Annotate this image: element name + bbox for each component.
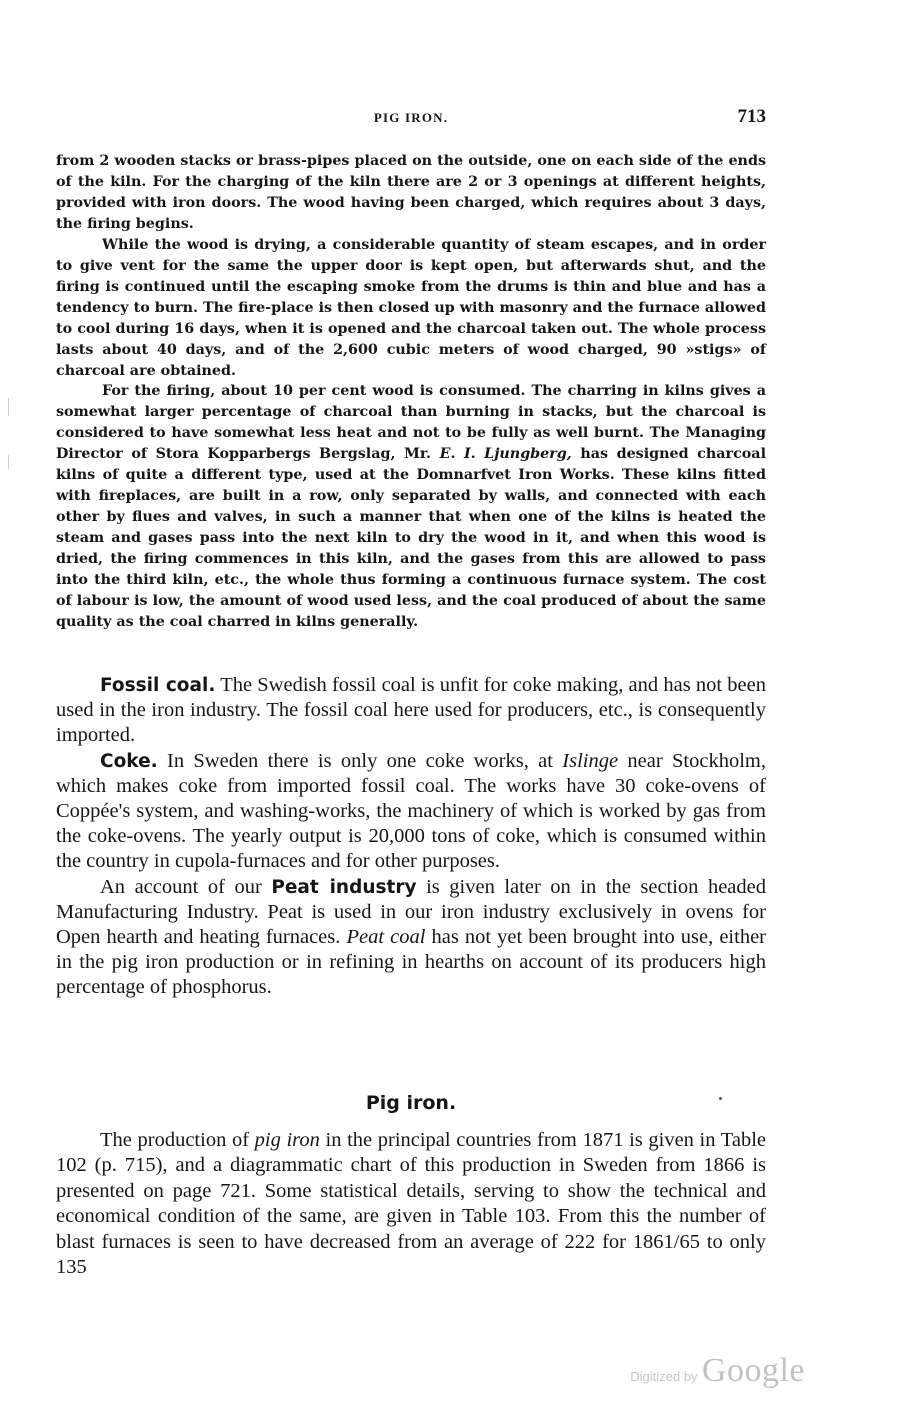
fossil-coal-paragraph (56, 673, 766, 749)
person-name: E. I. Ljungberg, (439, 446, 572, 463)
peat-coal-term: Peat coal (346, 926, 426, 949)
charcoal-kiln-section (56, 151, 766, 633)
text-run: In Sweden there is only one coke works, at (157, 749, 563, 772)
fossil-coal-heading: Fossil coal. (100, 675, 216, 696)
section-heading: Pig iron. (365, 1092, 457, 1114)
text-run: is given later on in the section headed Manufacturing Industry. Peat is used in our iron industry exclusively in ovens for Open hearth and heating furnaces. (56, 875, 767, 949)
text-run: For the firing, about 10 per cent wood is consumed. The charring in kilns gives a somewhat larger percentage of charcoal than burning in stacks, but the charcoal is considered to have somewhat less heat and not to be fully as well burnt. The Managing Director of Stora Kopparbergs Bergslag, Mr. (56, 383, 766, 463)
pig-iron-term: pig iron (254, 1129, 320, 1151)
paragraph: While the wood is drying, a considerable quantity of steam escapes, and in order to give vent for the same the upper door is kept open, but afterwards shut, and the firing is continued until the escaping smoke from the drums is thin and blue and has a tendency to burn. The fire-place is then closed up with masonry and the furnace allowed to cool during 16 days, when it is opened and the charcoal taken out. The whole process lasts about 40 days, and of the 2,600 cubic meters of wood charged, 90 »stigs» of charcoal are obtained. (56, 236, 766, 379)
paragraph (56, 381, 766, 632)
scan-speck (719, 1097, 722, 1100)
scan-margin-mark (8, 455, 9, 469)
watermark-prefix: Digitized by (630, 1369, 698, 1384)
text-run: near Stockholm, which makes coke from imported fossil coal. The works have 30 coke-ovens of Coppée's system, and washing-works, the machinery of which is worked by gas from the coke-ovens. The yearly output is 20,000 tons of coke, which is consumed within the country in cupola-furnaces and for other purposes. (56, 749, 766, 873)
text-run: has not yet been brought into use, either in the pig iron production or in refining in hearths on account of its producers high percentage of phosphorus. (56, 926, 766, 999)
pig-iron-paragraph (56, 1128, 766, 1280)
google-logo: Google (701, 1352, 805, 1389)
text-run: The production of (100, 1129, 255, 1151)
place-name: Islinge (562, 749, 619, 772)
text-run: The Swedish fossil coal is unfit for coke making, and has not been used in the iron industry. The fossil coal here used for producers, etc., is consequently imported. (56, 674, 766, 747)
text-run: An account of our (100, 875, 272, 898)
coke-heading: Coke. (100, 750, 158, 772)
digitized-watermark (630, 1352, 805, 1390)
peat-paragraph (56, 875, 766, 1001)
text-run: in the principal countries from 1871 is given in Table 102 (p. 715), and a diagrammatic chart of this production in Sweden from 1866 is presented on page 721. Some statistical details, serving to show the technical and economical condition of the same, are given in Table 103. From this the number of blast furnaces is seen to have decreased from an average of 222 for 1861/65 to only 135 (56, 1129, 766, 1279)
coke-paragraph (56, 749, 766, 875)
paragraph: from 2 wooden stacks or brass-pipes placed on the outside, one on each side of the ends of the kiln. For the charging of the kiln there are 2 or 3 openings at different heights, provided with iron doors. The wood having been charged, which requires about 3 days, the firing begins. (56, 153, 766, 232)
peat-heading: Peat industry (271, 876, 417, 898)
fuel-section (56, 673, 766, 1001)
scan-margin-mark (8, 398, 9, 416)
text-run: has designed charcoal kilns of quite a different type, used at the Domnarfvet Iron Works. These kilns fitted with fireplaces, are built in a row, only separated by walls, and connected with each other by flues and valves, in such a manner that when one of the kilns is heated the steam and gases pass into the next kiln to dry the wood in it, and when this wood is dried, the firing commences in this kiln, and the gases from this are allowed to pass into the third kiln, etc., the whole thus forming a continuous furnace system. The cost of labour is low, the amount of wood used less, and the coal produced of about the same quality as the coal charred in kilns generally. (56, 446, 766, 630)
pig-iron-section (56, 1128, 766, 1280)
running-title: PIG IRON. (373, 110, 449, 125)
page-number: 713 (737, 106, 766, 127)
running-header (56, 106, 766, 130)
